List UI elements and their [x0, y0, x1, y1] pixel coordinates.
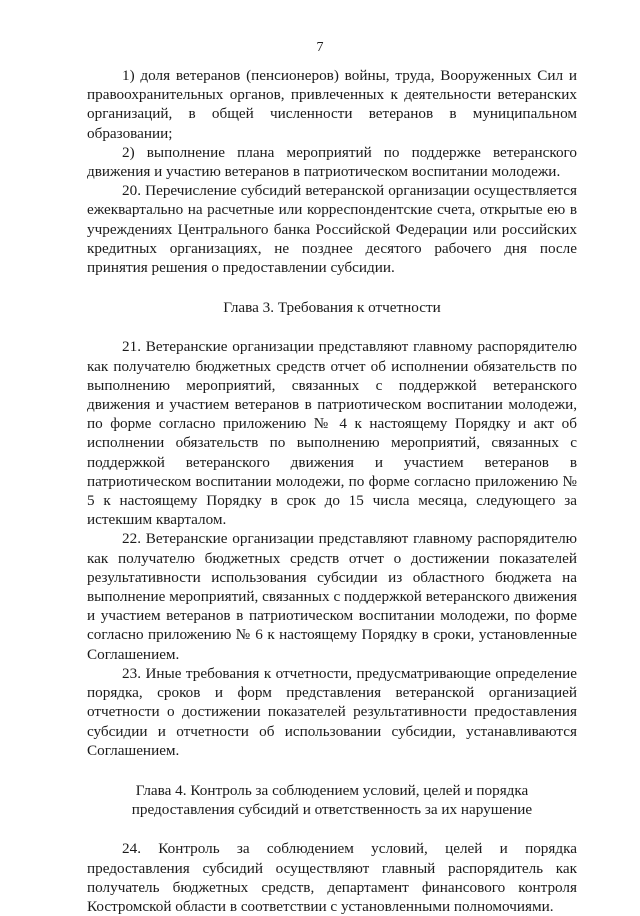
paragraph-22: 22. Ветеранские организации представляют главному распорядителю как получателю бюджетных средств отчет о достижении показателей результативности использования субсидии из областного бюджета на выполнение мероприятий, связанных с поддержкой ветеранского движения и участием ветеранов в патриотическом воспитании молодежи, по форме согласно приложению № 6 к настоящему Порядку в сроки, установленные Соглашением. — [87, 530, 577, 663]
list-item-2: 2) выполнение плана мероприятий по поддержке ветеранского движения и участию ветеранов в патриотическом воспитании молодежи. — [87, 143, 577, 181]
page-number: 7 — [316, 40, 324, 55]
paragraph-21: 21. Ветеранские организации представляют главному распорядителю как получателю бюджетных средств отчет об исполнении обязательств по выполнению мероприятий, связанных с поддержкой ветеранского движения и участием ветеранов в патриотическом воспитании молодежи, по форме согласно приложению № 4 к настоящему Порядку и акт об исполнении обязательств по выполнению мероприятий, связанных с поддержкой ветеранского движения и участием ветеранов в патриотическом воспитании молодежи, по форме согласно приложению № 5 к настоящему Порядку в срок до 15 числа месяца, следующего за истекшим кварталом. — [87, 338, 577, 529]
chapter-4-heading-line-2: предоставления субсидий и ответственность за их нарушение — [131, 801, 533, 819]
paragraph-23: 23. Иные требования к отчетности, предусматривающие определение порядка, сроков и форм представления ветеранской организацией отчетности о достижении показателей результативности предоставления субсидии и отчетности об использовании субсидии, устанавливаются Соглашением. — [87, 664, 577, 759]
chapter-3-heading: Глава 3. Требования к отчетности — [223, 299, 441, 317]
chapter-4-heading-line-1: Глава 4. Контроль за соблюдением условий, целей и порядка — [135, 781, 529, 799]
paragraph-20: 20. Перечисление субсидий ветеранской организации осуществляется ежеквартально на расчетные или корреспондентские счета, открытые ею в учреждениях Центрального банка Российской Федерации или российских кредитных организациях, не позднее десятого рабочего дня после принятия решения о предоставлении субсидии. — [87, 182, 577, 277]
list-item-1: 1) доля ветеранов (пенсионеров) войны, труда, Вооруженных Сил и правоохранительных органов, привлеченных к деятельности ветеранских организаций, в общей численности ветеранов в муниципальном образовании; — [87, 67, 577, 142]
paragraph-24: 24. Контроль за соблюдением условий, целей и порядка предоставления субсидий осуществляют главный распорядитель как получатель бюджетных средств, департамент финансового контроля Костромской области в соответствии с установленными полномочиями. — [87, 840, 577, 915]
document-body — [87, 66, 577, 916]
